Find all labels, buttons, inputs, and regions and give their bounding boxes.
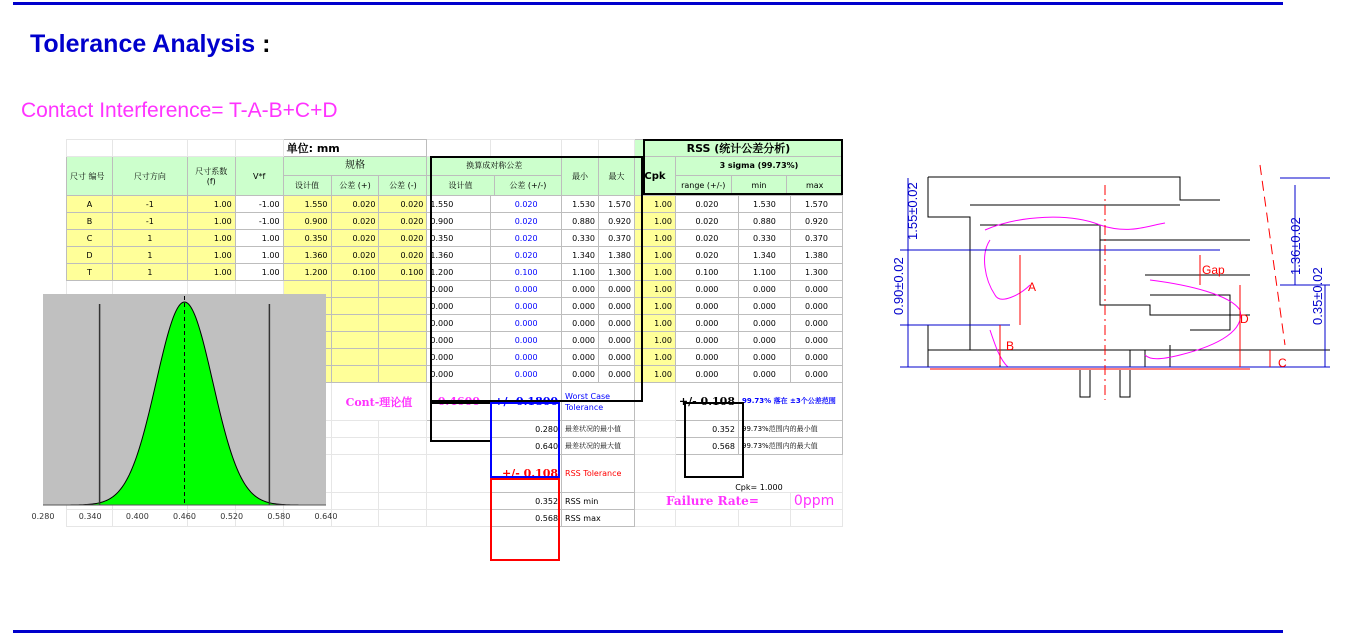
dim-min: 1.100	[562, 264, 599, 281]
header-cpk: Cpk	[634, 157, 675, 196]
dim-pm: 0.020	[491, 196, 562, 213]
rss-max: 0.000	[790, 281, 842, 298]
dim-pm: 0.000	[491, 349, 562, 366]
dim-text-090: 0.90±0.02	[891, 257, 906, 315]
dim-sym: 0.000	[427, 315, 491, 332]
dim-coef: 1.00	[187, 247, 235, 264]
wc-max-value: 0.640	[491, 438, 562, 455]
x-tick-label: 0.340	[78, 512, 102, 521]
r-max-value: 0.568	[675, 438, 738, 455]
dim-design: 0.350	[283, 230, 331, 247]
dim-pm: 0.000	[491, 332, 562, 349]
rss-min: 0.000	[738, 349, 790, 366]
dim-min: 0.330	[562, 230, 599, 247]
rss-max: 0.000	[790, 298, 842, 315]
header-direction: 尺寸方向	[112, 157, 187, 196]
rss-max: 1.300	[790, 264, 842, 281]
dim-sym: 0.000	[427, 298, 491, 315]
header-spec: 规格	[284, 157, 427, 176]
rss-max: 0.000	[790, 315, 842, 332]
dim-tol-minus: 0.100	[379, 264, 427, 281]
dim-coef: 1.00	[187, 196, 235, 213]
dim-max: 0.000	[599, 281, 635, 298]
wc-min-label: 最差状况的最小值	[562, 421, 635, 438]
wc-max-label: 最差状况的最大值	[562, 438, 635, 455]
header-design2: 设计值	[427, 176, 494, 195]
x-tick-label: 0.640	[314, 512, 338, 521]
rss-min: 0.000	[738, 281, 790, 298]
dim-direction: 1	[112, 247, 187, 264]
header-max: 最大	[599, 157, 635, 196]
rss-range: 0.000	[675, 315, 738, 332]
cont-value: 0.4600	[427, 383, 491, 421]
dim-cpk: 1.00	[634, 315, 675, 332]
dim-pm: 0.020	[491, 247, 562, 264]
rss-max: 1.380	[790, 247, 842, 264]
dim-tol-minus: 0.020	[379, 230, 427, 247]
r-max-label: 99.73%范围内的最大值	[738, 438, 842, 455]
rss-min: 0.330	[738, 230, 790, 247]
dim-coef: 1.00	[187, 230, 235, 247]
rss-min: 0.000	[738, 315, 790, 332]
header-converted: 换算成对称公差	[427, 157, 561, 176]
rss-max-label: RSS max	[562, 510, 635, 527]
rss-max: 0.370	[790, 230, 842, 247]
dim-min: 0.000	[562, 298, 599, 315]
dim-min: 0.000	[562, 349, 599, 366]
dim-max: 0.000	[599, 349, 635, 366]
rss-range: 0.000	[675, 366, 738, 383]
worst-case-label: Worst Case Tolerance	[562, 383, 635, 421]
wc-min-value: 0.280	[491, 421, 562, 438]
dim-design: 1.200	[283, 264, 331, 281]
converted-section-border	[430, 156, 643, 402]
rss-range: 0.000	[675, 349, 738, 366]
dim-min: 0.000	[562, 366, 599, 383]
dim-max: 1.300	[599, 264, 635, 281]
dim-cpk: 1.00	[634, 349, 675, 366]
dim-cpk: 1.00	[634, 247, 675, 264]
header-tol-pm: 公差 (+/-)	[509, 181, 547, 190]
dim-direction: -1	[112, 196, 187, 213]
outline-top	[928, 177, 1220, 200]
bottom-rule	[13, 630, 1283, 633]
rss-max-value: 0.568	[491, 510, 562, 527]
dim-cpk: 1.00	[634, 264, 675, 281]
cross-section-drawing	[890, 145, 1332, 400]
dim-tol-plus: 0.020	[331, 213, 379, 230]
dim-pm: 0.000	[491, 315, 562, 332]
dim-id: C	[67, 230, 113, 247]
rss-range: 0.020	[675, 213, 738, 230]
dim-max: 0.000	[599, 298, 635, 315]
dim-pm: 0.020	[491, 213, 562, 230]
dim-min: 0.000	[562, 315, 599, 332]
rss3-label: 99.73% 落在 ±3个公差范围	[738, 383, 842, 421]
dim-tol-minus: 0.020	[379, 196, 427, 213]
outline-left	[928, 177, 970, 350]
rss-min: 1.100	[738, 264, 790, 281]
dim-vf: 1.00	[235, 264, 283, 281]
outline-base	[928, 325, 1250, 367]
rss-range: 0.100	[675, 264, 738, 281]
label-d: D	[1240, 312, 1249, 326]
rss-range: 0.000	[675, 298, 738, 315]
dim-tol-minus: 0.020	[379, 213, 427, 230]
dim-pm: 0.100	[491, 264, 562, 281]
interference-formula: Contact Interference= T-A-B+C+D	[21, 99, 338, 122]
dim-tol-plus: 0.100	[331, 264, 379, 281]
dim-pm: 0.000	[491, 298, 562, 315]
unit-label: 单位: mm	[283, 140, 427, 157]
x-tick-label: 0.580	[267, 512, 291, 521]
dim-design: 0.900	[283, 213, 331, 230]
dim-tol-plus: 0.020	[331, 247, 379, 264]
rss-box	[490, 478, 560, 561]
outline-inner	[980, 225, 1250, 240]
dim-cpk: 1.00	[634, 196, 675, 213]
header-rmax: max	[805, 181, 824, 190]
dim-coef: 1.00	[187, 264, 235, 281]
dim-max: 1.570	[599, 196, 635, 213]
rss-max: 1.570	[790, 196, 842, 213]
header-min: 最小	[562, 157, 599, 196]
rss-min: 0.000	[738, 298, 790, 315]
dim-sym: 0.350	[427, 230, 491, 247]
failure-rate-label: Failure Rate=	[634, 493, 790, 510]
dim-sym: 0.900	[427, 213, 491, 230]
rss-min: 0.000	[738, 332, 790, 349]
rss-max: 0.000	[790, 349, 842, 366]
dim-max: 1.380	[599, 247, 635, 264]
dim-min: 1.340	[562, 247, 599, 264]
dim-id: B	[67, 213, 113, 230]
dim-sym: 1.550	[427, 196, 491, 213]
dim-verticals	[908, 178, 1325, 367]
header-range: range (+/-)	[676, 176, 732, 195]
dim-text-035: 0.35±0.02	[1310, 267, 1325, 325]
contact-spring-upper	[985, 217, 1165, 230]
top-rule	[13, 2, 1283, 5]
dim-max: 0.920	[599, 213, 635, 230]
dim-id: D	[67, 247, 113, 264]
dim-cpk: 1.00	[634, 213, 675, 230]
cross-section-svg	[890, 145, 1332, 400]
distribution-svg	[8, 292, 338, 530]
header-tol-minus: 公差 (-)	[389, 181, 417, 190]
cpk-text: Cpk= 1.000	[675, 455, 842, 493]
rss-max: 0.000	[790, 332, 842, 349]
header-vf: V*f	[235, 157, 283, 196]
dim-min: 0.000	[562, 281, 599, 298]
dim-tol-plus: 0.020	[331, 230, 379, 247]
failure-rate-value: 0ppm	[790, 493, 842, 510]
dim-cpk: 1.00	[634, 230, 675, 247]
dim-vf: 1.00	[235, 247, 283, 264]
r-min-value: 0.352	[675, 421, 738, 438]
rss-value: +/- 0.108	[491, 455, 562, 493]
rss-min-label: RSS min	[562, 493, 635, 510]
worst-case-value: +/- 0.1800	[491, 383, 562, 421]
rss-label: RSS Tolerance	[562, 455, 635, 493]
dim-design: 1.360	[283, 247, 331, 264]
dim-sym: 0.000	[427, 366, 491, 383]
dim-sym: 0.000	[427, 332, 491, 349]
contact-spring-mid	[985, 240, 1030, 299]
header-spec-group	[283, 157, 427, 196]
label-b: B	[1006, 339, 1015, 353]
rss-section-border	[643, 139, 843, 195]
dim-max: 0.370	[599, 230, 635, 247]
dim-vf: -1.00	[235, 196, 283, 213]
header-tol-plus: 公差 (+)	[332, 176, 380, 195]
rss-range: 0.000	[675, 332, 738, 349]
dim-sym: 1.360	[427, 247, 491, 264]
rss-min: 0.000	[738, 366, 790, 383]
outline-inner-2	[1100, 240, 1250, 315]
dim-pm: 0.000	[491, 281, 562, 298]
rss3-box	[684, 402, 744, 478]
dim-cpk: 1.00	[634, 298, 675, 315]
header-rmin: min	[732, 176, 788, 195]
label-a: A	[1028, 280, 1037, 294]
dim-sym: 0.000	[427, 349, 491, 366]
dim-max: 0.000	[599, 332, 635, 349]
rss-range: 0.020	[675, 196, 738, 213]
header-coef: 尺寸系数 (f)	[187, 157, 235, 196]
dim-min: 0.880	[562, 213, 599, 230]
dim-id: T	[67, 264, 113, 281]
cont-value-box	[430, 402, 492, 442]
dim-vf: 1.00	[235, 230, 283, 247]
dim-cpk: 1.00	[634, 281, 675, 298]
label-gap: Gap	[1202, 263, 1225, 277]
dim-cpk: 1.00	[634, 366, 675, 383]
dim-sym: 0.000	[427, 281, 491, 298]
dim-id: A	[67, 196, 113, 213]
contact-spring-lower	[1145, 280, 1241, 359]
x-tick-label: 0.460	[173, 512, 196, 521]
rss-min: 1.530	[738, 196, 790, 213]
rss-max: 0.000	[790, 366, 842, 383]
dim-direction: 1	[112, 264, 187, 281]
x-tick-label: 0.520	[220, 512, 244, 521]
worst-case-box	[490, 402, 560, 478]
dim-pm: 0.020	[491, 230, 562, 247]
cont-label: Cont-理论值	[331, 383, 427, 421]
dim-max: 0.000	[599, 315, 635, 332]
dim-text-155: 1.55±0.02	[905, 182, 920, 240]
r-min-label: 99.73%范围内的最小值	[738, 421, 842, 438]
rss-range: 0.020	[675, 230, 738, 247]
dim-pm: 0.000	[491, 366, 562, 383]
dim-vf: -1.00	[235, 213, 283, 230]
outline-contact-block	[1150, 295, 1230, 330]
dim-min: 1.530	[562, 196, 599, 213]
label-c: C	[1278, 356, 1287, 370]
dim-min: 0.000	[562, 332, 599, 349]
header-dim-no: 尺寸 编号	[67, 157, 113, 196]
rss-min-value: 0.352	[491, 493, 562, 510]
header-design: 设计值	[284, 176, 332, 195]
dim-direction: 1	[112, 230, 187, 247]
rss-range: 0.020	[675, 247, 738, 264]
rss-range: 0.000	[675, 281, 738, 298]
dim-cpk: 1.00	[634, 332, 675, 349]
dim-direction: -1	[112, 213, 187, 230]
dim-tol-plus: 0.020	[331, 196, 379, 213]
rss-header: RSS (统计公差分析)	[634, 140, 842, 157]
dim-tol-minus: 0.020	[379, 247, 427, 264]
dim-coef: 1.00	[187, 213, 235, 230]
dim-max: 0.000	[599, 366, 635, 383]
page-title: Tolerance Analysis :	[30, 30, 271, 58]
dim-text-136: 1.36±0.02	[1288, 217, 1303, 275]
dim-sym: 1.200	[427, 264, 491, 281]
rss3-value: +/- 0.108	[675, 383, 738, 421]
rss-max: 0.920	[790, 213, 842, 230]
outline-ribs	[1000, 325, 1170, 367]
reference-line	[1260, 165, 1285, 345]
rss-min: 0.880	[738, 213, 790, 230]
dim-design: 1.550	[283, 196, 331, 213]
rss-min: 1.340	[738, 247, 790, 264]
header-sigma: 3 sigma (99.73%)	[676, 157, 842, 176]
distribution-chart	[8, 292, 338, 530]
x-tick-label: 0.280	[31, 512, 55, 521]
x-tick-label: 0.400	[125, 512, 149, 521]
